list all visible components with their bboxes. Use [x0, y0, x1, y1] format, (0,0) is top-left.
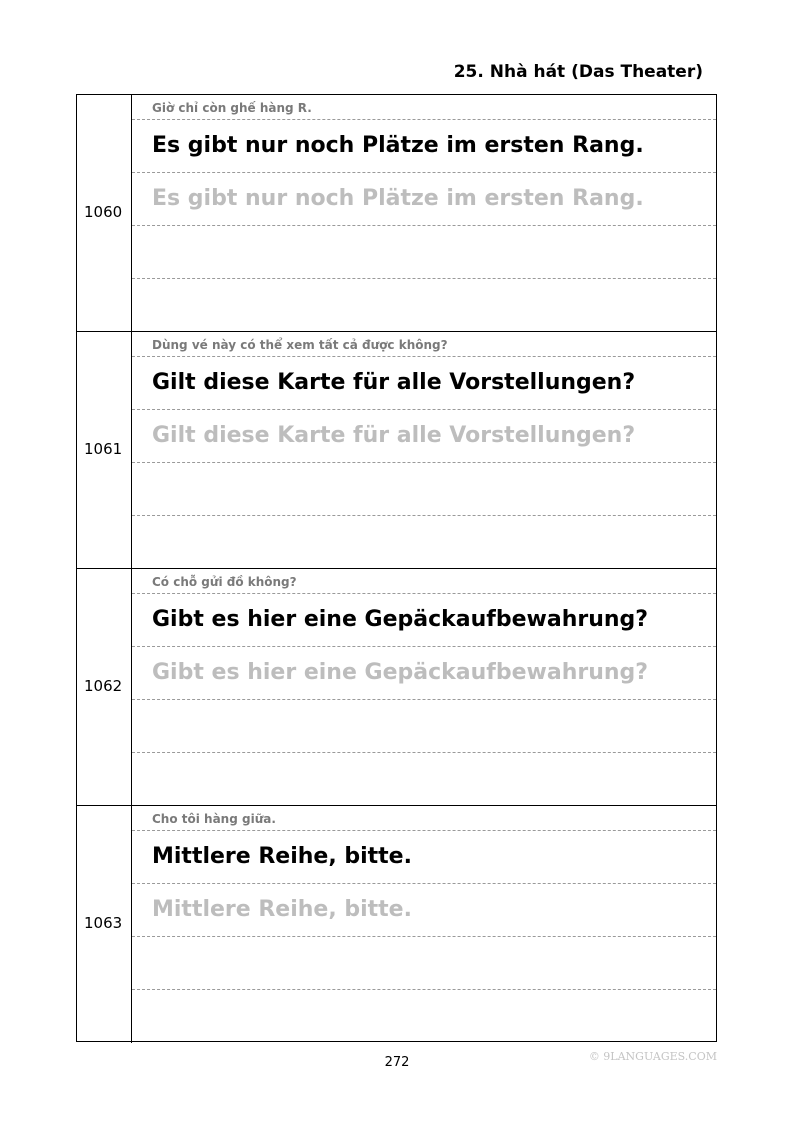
- model-line: [132, 594, 716, 647]
- model-sentence: Gilt diese Karte für alle Vorstellungen?: [152, 370, 636, 395]
- hint-line: [132, 569, 716, 594]
- trace-sentence: Mittlere Reihe, bitte.: [152, 897, 412, 922]
- trace-line: [132, 647, 716, 700]
- blank-writing-line: [132, 226, 716, 279]
- entry-number-cell: [77, 95, 132, 331]
- translation-hint: Có chỗ gửi đồ không?: [152, 575, 297, 589]
- practice-entry: [77, 95, 716, 332]
- practice-entry: [77, 332, 716, 569]
- entry-number-cell: [77, 569, 132, 805]
- trace-sentence: Gilt diese Karte für alle Vorstellungen?: [152, 423, 636, 448]
- blank-writing-line: [132, 463, 716, 516]
- translation-hint: Dùng vé này có thể xem tất cả được không?: [152, 338, 448, 352]
- page-number: 272: [384, 1055, 410, 1070]
- practice-entry: [77, 806, 716, 1043]
- entry-number-cell: [77, 806, 132, 1043]
- writing-lines: [132, 569, 716, 805]
- model-sentence: Gibt es hier eine Gepäckaufbewahrung?: [152, 607, 649, 632]
- model-line: [132, 357, 716, 410]
- blank-writing-line: [132, 753, 716, 806]
- hint-line: [132, 806, 716, 831]
- practice-sheet: [76, 94, 717, 1042]
- entry-number: 1060: [84, 203, 123, 221]
- page-title: 25. Nhà hát (Das Theater): [453, 62, 703, 82]
- practice-entry: [77, 569, 716, 806]
- hint-line: [132, 95, 716, 120]
- trace-sentence: Gibt es hier eine Gepäckaufbewahrung?: [152, 660, 649, 685]
- translation-hint: Giờ chỉ còn ghế hàng R.: [152, 101, 312, 115]
- writing-lines: [132, 332, 716, 568]
- trace-sentence: Es gibt nur noch Plätze im ersten Rang.: [152, 186, 644, 211]
- model-line: [132, 120, 716, 173]
- entry-number: 1062: [84, 677, 123, 695]
- trace-line: [132, 884, 716, 937]
- writing-lines: [132, 95, 716, 331]
- hint-line: [132, 332, 716, 357]
- blank-writing-line: [132, 990, 716, 1043]
- entry-number-cell: [77, 332, 132, 568]
- model-sentence: Es gibt nur noch Plätze im ersten Rang.: [152, 133, 644, 158]
- blank-writing-line: [132, 516, 716, 569]
- model-sentence: Mittlere Reihe, bitte.: [152, 844, 412, 869]
- blank-writing-line: [132, 937, 716, 990]
- entry-number: 1061: [84, 440, 123, 458]
- writing-lines: [132, 806, 716, 1043]
- trace-line: [132, 410, 716, 463]
- entry-number: 1063: [84, 914, 123, 932]
- blank-writing-line: [132, 700, 716, 753]
- trace-line: [132, 173, 716, 226]
- blank-writing-line: [132, 279, 716, 332]
- copyright-notice: © 9LANGUAGES.COM: [588, 1050, 717, 1063]
- translation-hint: Cho tôi hàng giữa.: [152, 812, 276, 826]
- model-line: [132, 831, 716, 884]
